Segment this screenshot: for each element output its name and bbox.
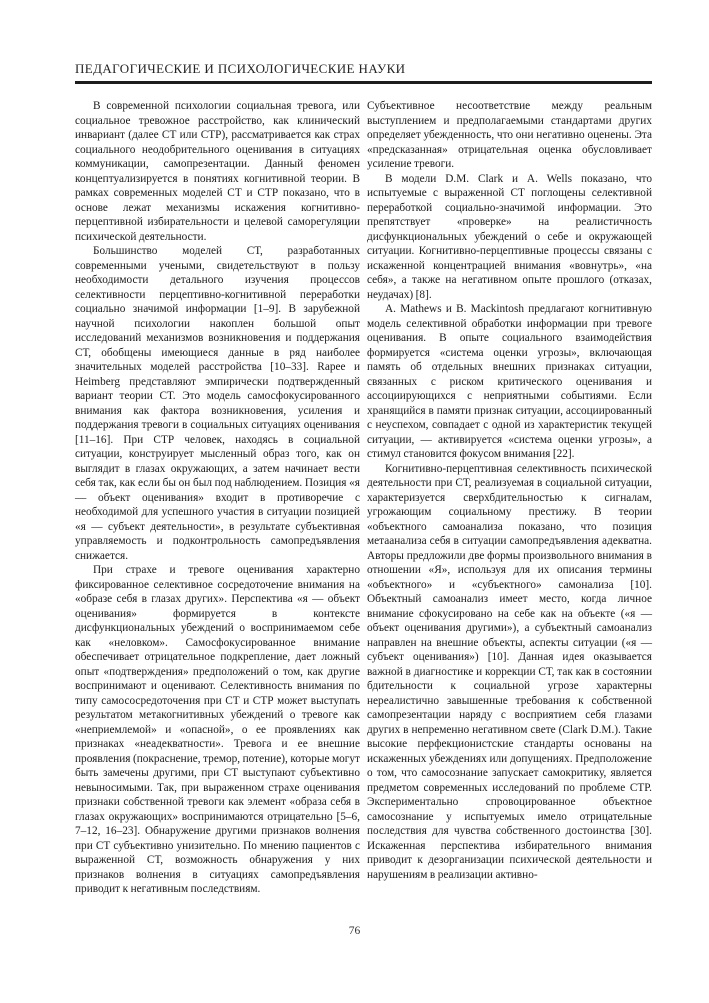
paragraph: Большинство моделей СТ, разработанных современными учеными, свидетельствуют в пользу необходимости детального изучения процессов селективности перцептивно-когнитивной переработки социально значимой информации [1–9]. В зарубежной научной психологии накоплен большой опыт исследований механизмов возникновения и поддержания СТ, обобщены имеющиеся данные в ряд наиболее значительных моделей расстройства [10–33]. Rapee и Heimberg представляют эмпирически подтвержденный вариант теории СТ. Это модель самосфокусированного внимания как фактора возникновения, усиления и поддержания тревоги в социальных ситуациях оценивания [11–16]. При СТР человек, находясь в социальной ситуации, конструирует мысленный образ того, как он выглядит в глазах окружающих, а затем начинает вести себя так, как если бы он был под наблюдением. Позиция «я — объект оценивания» входит в противоречие с необходимой для успешного участия в ситуации позицией «я — субъект деятельности», в результате субъективная управляемость и подконтрольность самопредъявления снижается. <box>75 245 360 562</box>
column-right <box>367 99 652 897</box>
paragraph-continuation: Субъективное несоответствие между реальным выступлением и предполагаемыми стандартами других определяет убежденность, что они негативно оценены. Эта «предсказанная» отрицательная оценка обусловливает усиление тревоги. <box>367 100 652 170</box>
running-head: ПЕДАГОГИЧЕСКИЕ И ПСИХОЛОГИЧЕСКИЕ НАУКИ <box>75 61 406 76</box>
paragraph: При страхе и тревоге оценивания характерно фиксированное селективное сосредоточение внимания на «образе себя в глазах других». Перспектива «я — объект оценивания» формируется в контексте дисфункциональных убеждений о воспринимаемом себе как «неловком». Самосфокусированное внимание обеспечивает отрицательное подкрепление, дает ложный опыт «подтверждения» предположений о том, как другие воспринимают и оценивают. Селективность внимания по типу самососредоточения при СТ и СТР может выступать результатом метакогнитивных убеждений о тревоге как «неприемлемой» и «опасной», о ее проявлениях как признаках «неадекватности». Тревога и ее внешние проявления (покраснение, тремор, потение), которые могут быть замечены другими, при СТ выступают субъективно невыносимыми. Так, при выраженном страхе оценивания признаки собственной тревоги как элемент «образа себя в глазах окружающих» воспринимаются отрицательно [5–6, 7–12, 16–23]. Обнаружение другими признаков волнения при СТ субъективно унизительно. По мнению пациентов с выраженной СТ, возможность обнаружения у них признаков волнения в ситуациях самопредъявления приводит к негативным последствиям. <box>75 564 360 895</box>
page-number: 76 <box>348 925 361 937</box>
paragraph: В современной психологии социальная тревога, или социальное тревожное расстройство, как клинический инвариант (далее СТ или СТР), рассматривается как страх социального неодобрительного оценивания в ситуациях коммуникации, самопрезентации. Данный феномен концептуализируется в понятиях когнитивной теории. В рамках современных моделей СТ и СТР показано, что в основе лежат механизмы искажения когнитивно-перцептивной избирательности и целевой саморегуляции психической деятельности. <box>75 100 360 243</box>
paragraph: В модели D.M. Clark и A. Wells показано, что испытуемые с выраженной СТ поглощены селективной переработкой социально-значимой информации. Это препятствует «проверке» на реалистичность дисфункциональных убеждений о себе и окружающей ситуации. Когнитивно-перцептивные процессы связаны с искаженной концентрацией внимания «вовнутрь», «на себя», а также на негативном опыте прошлого (отказах, неудачах) [8]. <box>367 172 652 301</box>
header-rule <box>75 81 652 84</box>
column-left <box>75 99 360 897</box>
paragraph: Когнитивно-перцептивная селективность психической деятельности при СТ, реализуемая в социальной ситуации, характеризуется сверхбдительностью к сигналам, угрожающим социальному престижу. В теории «объектного самоанализа показано, что позиция метаанализа себя в ситуации самопредъявления адекватна. Авторы предложили две формы произвольного внимания в отношении «Я», используя для их описания термины «объектного» и «субъектного» самонализа [10]. Объектный самоанализ имеет место, когда личное внимание сфокусировано на себе как на объекте («я — объект оценивания другими»), а субъектный самоанализ направлен на внешние объекты, аспекты ситуации («я — субъект оценивания») [10]. Данная идея оказывается важной в диагностике и коррекции СТ, так как в состоянии бдительности к социальной угрозе характерны нереалистично завышенные требования к собственной самопрезентации наряду с восприятием себя глазами других в непременно негативном свете (Clark D.M.). Такие высокие перфекционистские стандарты основаны на искаженных убеждениях или допущениях. Предположение о том, что самосознание запускает самокритику, является предметом современных исследований по проблеме СТР. Экспериментально спровоцированное объектное самосознание у испытуемых имело отрицательные последствия для чувства собственного достоинства [30]. Искаженная перспектива избирательного внимания приводит к дезорганизации психической деятельности и нарушениям в реализации активно- <box>367 462 652 881</box>
article-body <box>75 99 652 897</box>
paragraph: A. Mathews и B. Mackintosh предлагают когнитивную модель селективной обработки информации при тревоге оценивания. В опыте социального взаимодействия формируется «система оценки угрозы», включающая память об отдельных внешних признаках ситуации, связанных с риском критического оценивания и ассоциирующихся с неприятными событиями. Если хранящийся в памяти признак ситуации, ассоциированный с неуспехом, совпадает с одной из характеристик текущей ситуации, — активируется «система оценки угрозы», а стимул становится фокусом внимания [22]. <box>367 303 652 460</box>
